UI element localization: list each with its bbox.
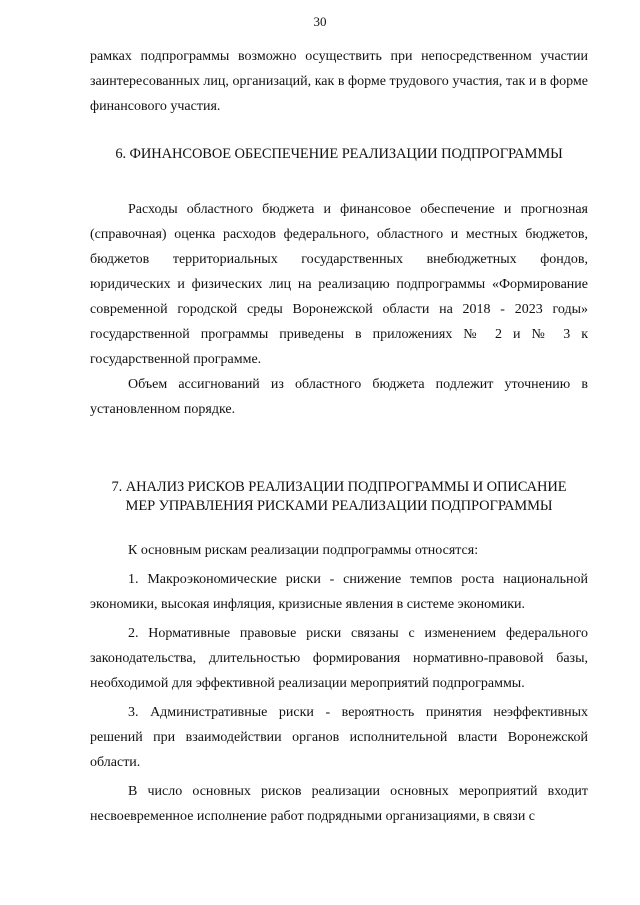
document-body (90, 44, 588, 829)
section-7-heading (90, 478, 588, 516)
section-6-paragraph-2: Объем ассигнований из областного бюджета подлежит уточнению в установленном порядке. (90, 377, 588, 417)
section-7-heading-line-1: 7. АНАЛИЗ РИСКОВ РЕАЛИЗАЦИИ ПОДПРОГРАММЫ И ОПИСАНИЕ (111, 479, 567, 495)
page-number: 30 (313, 14, 327, 29)
section-7-paragraph-3: 2. Нормативные правовые риски связаны с изменением федерального законодательства, длительностью формирования нормативно-правовой базы, необходимой для эффективной реализации мероприятий подпрограммы. (90, 626, 588, 691)
section-6-heading: 6. ФИНАНСОВОЕ ОБЕСПЕЧЕНИЕ РЕАЛИЗАЦИИ ПОДПРОГРАММЫ (115, 146, 563, 162)
section-6-paragraph-1: Расходы областного бюджета и финансовое обеспечение и прогнозная (справочная) оценка расходов федерального, областного и местных бюджетов, бюджетов территориальных государственных внебюджетных фондов, юридических и физических лиц на реализацию подпрограммы «Формирование современной городской среды Воронежской области на 2018 - 2023 годы» государственной программы приведены в приложениях № 2 и № 3 к государственной программе. (90, 202, 588, 367)
intro-paragraph: рамках подпрограммы возможно осуществить при непосредственном участии заинтересованных лиц, организаций, как в форме трудового участия, так и в форме финансового участия. (90, 49, 588, 114)
section-7-paragraph-1: К основным рискам реализации подпрограммы относятся: (128, 543, 479, 558)
section-7-paragraph-5: В число основных рисков реализации основных мероприятий входит несвоевременное исполнение работ подрядными организациями, в связи с (90, 784, 588, 824)
section-7-paragraph-4: 3. Административные риски - вероятность принятия неэффективных решений при взаимодействии органов исполнительной власти Воронежской области. (90, 705, 588, 770)
section-7-heading-line-2: МЕР УПРАВЛЕНИЯ РИСКАМИ РЕАЛИЗАЦИИ ПОДПРОГРАММЫ (125, 498, 553, 514)
section-7-paragraph-2: 1. Макроэкономические риски - снижение темпов роста национальной экономики, высокая инфляция, кризисные явления в системе экономики. (90, 572, 588, 612)
